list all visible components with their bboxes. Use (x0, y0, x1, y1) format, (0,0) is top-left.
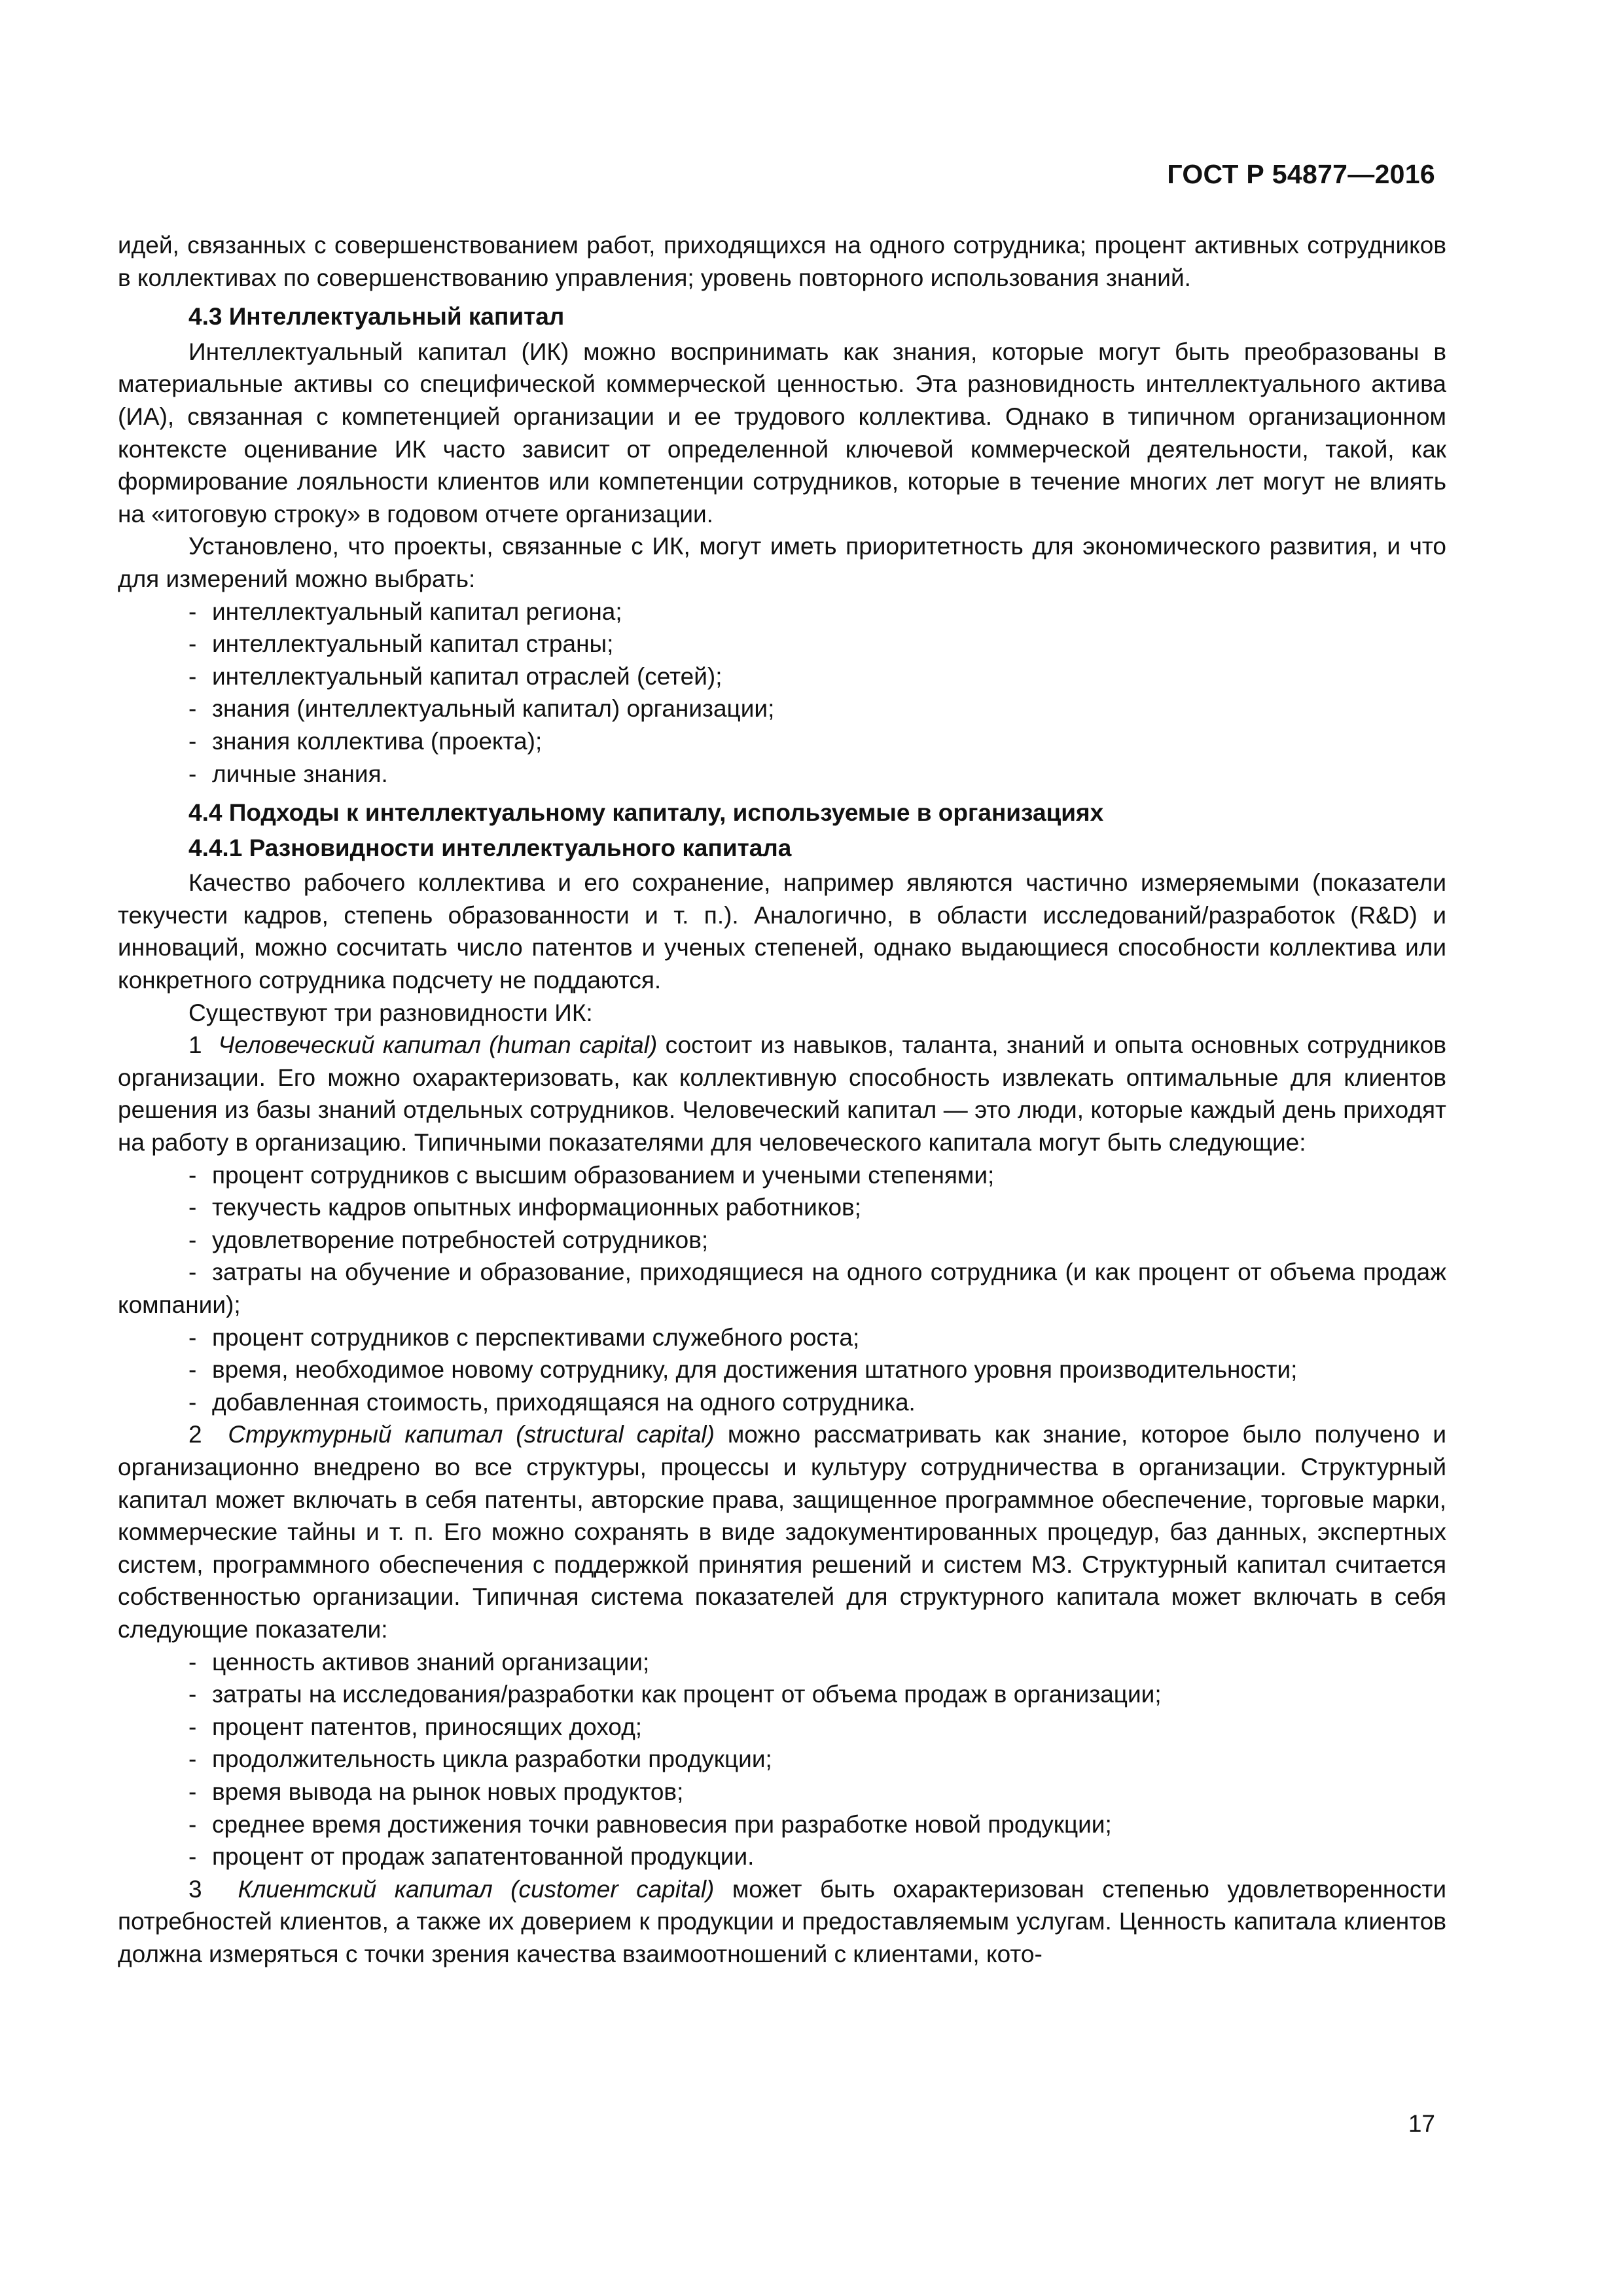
term-customer-capital: Клиентский капитал (customer capital) (238, 1875, 715, 1903)
list-item-text: ценность активов знаний организации; (212, 1648, 650, 1676)
list-item-text: интеллектуальный капитал страны; (212, 630, 614, 658)
paragraph: Существуют три разновидности ИК: (188, 999, 593, 1026)
list-item-text: продолжительность цикла разработки продукции; (212, 1746, 772, 1773)
list-item (118, 1159, 1446, 1192)
list-item-text: текучесть кадров опытных информационных работников; (212, 1194, 861, 1221)
bullet-list-human-capital (118, 1159, 1446, 1419)
subsection-heading-4-4-1: 4.4.1 Разновидности интеллектуального капитала (188, 834, 792, 861)
term-human-capital: Человеческий капитал (human capital) (218, 1031, 658, 1059)
paragraph-text: можно рассматривать как знание, которое было получено и организационно внедрено во все структуры, процессы и культуру сотрудничества в организации. Структурный капитал может включать в себя патенты, авторские права, защищенное программное обеспечение, торговые марки, коммерческие тайны и т. п. Его можно сохранять в виде задокументированных процедур, баз данных, экспертных систем, программного обеспечения с поддержкой принятия решений и систем МЗ. Структурный капитал считается собственностью организации. Типичная система показателей для структурного капитала может включать в себя следующие показатели: (118, 1421, 1447, 1643)
paragraph: Интеллектуальный капитал (ИК) можно воспринимать как знания, которые могут быть преобразованы в материальные активы со специфической коммерческой ценностью. Эта разновидность интеллектуального актива (ИА), связанная с компетенцией организации и ее трудового коллектива. Однако в типичном организационном контексте оценивание ИК часто зависит от определенной ключевой коммерческой деятельности, такой, как формирование лояльности клиентов или компетенции сотрудников, которые в течение многих лет могут не влиять на «итоговую строку» в годовом отчете организации. (118, 338, 1446, 528)
list-dash: - (188, 662, 197, 690)
page-number: 17 (1408, 2110, 1435, 2137)
list-dash: - (188, 1746, 197, 1773)
customer-capital-paragraph (118, 1873, 1446, 1971)
list-dash: - (188, 1259, 197, 1286)
list-dash: - (188, 1323, 197, 1351)
list-item-text: процент сотрудников с перспективами служебного роста; (212, 1323, 860, 1351)
list-item-text: знания коллектива (проекта); (212, 727, 543, 755)
document-body (118, 229, 1446, 1970)
list-item (118, 758, 1446, 791)
list-dash: - (188, 1226, 197, 1253)
list-item-text: затраты на обучение и образование, приходящиеся на одного сотрудника (и как процент от объема продаж компании); (118, 1259, 1446, 1318)
list-dash: - (188, 1388, 197, 1416)
list-dash: - (188, 1648, 197, 1676)
list-dash: - (188, 1810, 197, 1838)
paragraph-text: может быть охарактеризован степенью удовлетворенности потребностей клиентов, а также их доверием к продукции и предоставляемым услугам. Ценность капитала клиентов должна измеряться с точки зрения качества взаимоотношений с клиентами, кото- (118, 1875, 1447, 1967)
list-dash: - (188, 1681, 197, 1708)
list-item (118, 596, 1446, 628)
list-item-text: интеллектуальный капитал региона; (212, 598, 622, 625)
list-item-text: знания (интеллектуальный капитал) организации; (212, 695, 775, 723)
bullet-list-structural-capital (118, 1646, 1446, 1873)
list-item (118, 1743, 1446, 1776)
list-dash: - (188, 695, 197, 723)
list-item-text: добавленная стоимость, приходящаяся на одного сотрудника. (212, 1388, 916, 1416)
list-dash: - (188, 598, 197, 625)
list-dash: - (188, 1194, 197, 1221)
structural-capital-paragraph (118, 1418, 1446, 1645)
list-dash: - (188, 760, 197, 787)
list-item-text: личные знания. (212, 760, 388, 787)
section-heading-4-4: 4.4 Подходы к интеллектуальному капиталу, используемые в организациях (188, 799, 1104, 827)
list-item-text: время вывода на рынок новых продуктов; (212, 1778, 684, 1805)
document-id-header: ГОСТ Р 54877—2016 (1167, 159, 1435, 189)
list-item (118, 1191, 1446, 1224)
list-item-text: процент сотрудников с высшим образованием и учеными степенями; (212, 1161, 995, 1189)
section-heading-4-3: 4.3 Интеллектуальный капитал (188, 303, 565, 331)
list-item (118, 1646, 1446, 1679)
bullet-list-4-3 (118, 596, 1446, 791)
list-dash: - (188, 1161, 197, 1189)
list-dash: - (188, 1843, 197, 1871)
list-item-text: процент от продаж запатентованной продукции. (212, 1843, 755, 1871)
term-structural-capital: Структурный капитал (structural capital) (228, 1421, 715, 1448)
list-item-text: время, необходимое новому сотруднику, для достижения штатного уровня производительности; (212, 1356, 1298, 1384)
list-item-text: затраты на исследования/разработки как процент от объема продаж в организации; (212, 1681, 1162, 1708)
list-item (118, 1808, 1446, 1841)
intro-paragraph: идей, связанных с совершенствованием работ, приходящихся на одного сотрудника; процент активных сотрудников в коллективах по совершенствованию управления; уровень повторного использования знаний. (118, 232, 1446, 291)
list-item (118, 1256, 1446, 1321)
item-number: 1 (188, 1031, 202, 1059)
list-item (118, 1224, 1446, 1257)
list-item-text: интеллектуальный капитал отраслей (сетей); (212, 662, 722, 690)
list-item (118, 1386, 1446, 1419)
list-item (118, 1678, 1446, 1711)
list-dash: - (188, 1356, 197, 1384)
list-item (118, 1840, 1446, 1873)
list-item (118, 1711, 1446, 1744)
human-capital-paragraph (118, 1029, 1446, 1158)
list-item (118, 628, 1446, 660)
list-item (118, 725, 1446, 758)
list-item (118, 1321, 1446, 1354)
paragraph-text: состоит из навыков, таланта, знаний и опыта основных сотрудников организации. Его можно охарактеризовать, как коллективную способность извлекать оптимальные для клиентов решения из базы знаний отдельных сотрудников. Человеческий капитал — это люди, которые каждый день приходят на работу в организацию. Типичными показателями для человеческого капитала могут быть следующие: (118, 1031, 1446, 1157)
paragraph: Установлено, что проекты, связанные с ИК, могут иметь приоритетность для экономического развития, и что для измерений можно выбрать: (118, 533, 1446, 592)
list-dash: - (188, 1713, 197, 1740)
item-number: 3 (188, 1875, 202, 1903)
item-number: 2 (188, 1421, 202, 1448)
list-dash: - (188, 727, 197, 755)
list-dash: - (188, 630, 197, 658)
list-item (118, 1354, 1446, 1386)
list-item (118, 692, 1446, 725)
list-dash: - (188, 1778, 197, 1805)
list-item-text: процент патентов, приносящих доход; (212, 1713, 643, 1740)
paragraph: Качество рабочего коллектива и его сохранение, например являются частично измеряемыми (показатели текучести кадров, степень образованности и т. п.). Аналогично, в области исследований/разработок (R&D) и инноваций, можно сосчитать число патентов и ученых степеней, однако выдающиеся способности коллектива или конкретного сотрудника подсчету не поддаются. (118, 869, 1446, 994)
list-item-text: удовлетворение потребностей сотрудников; (212, 1226, 709, 1253)
list-item (118, 660, 1446, 693)
list-item-text: среднее время достижения точки равновесия при разработке новой продукции; (212, 1810, 1112, 1838)
list-item (118, 1776, 1446, 1808)
